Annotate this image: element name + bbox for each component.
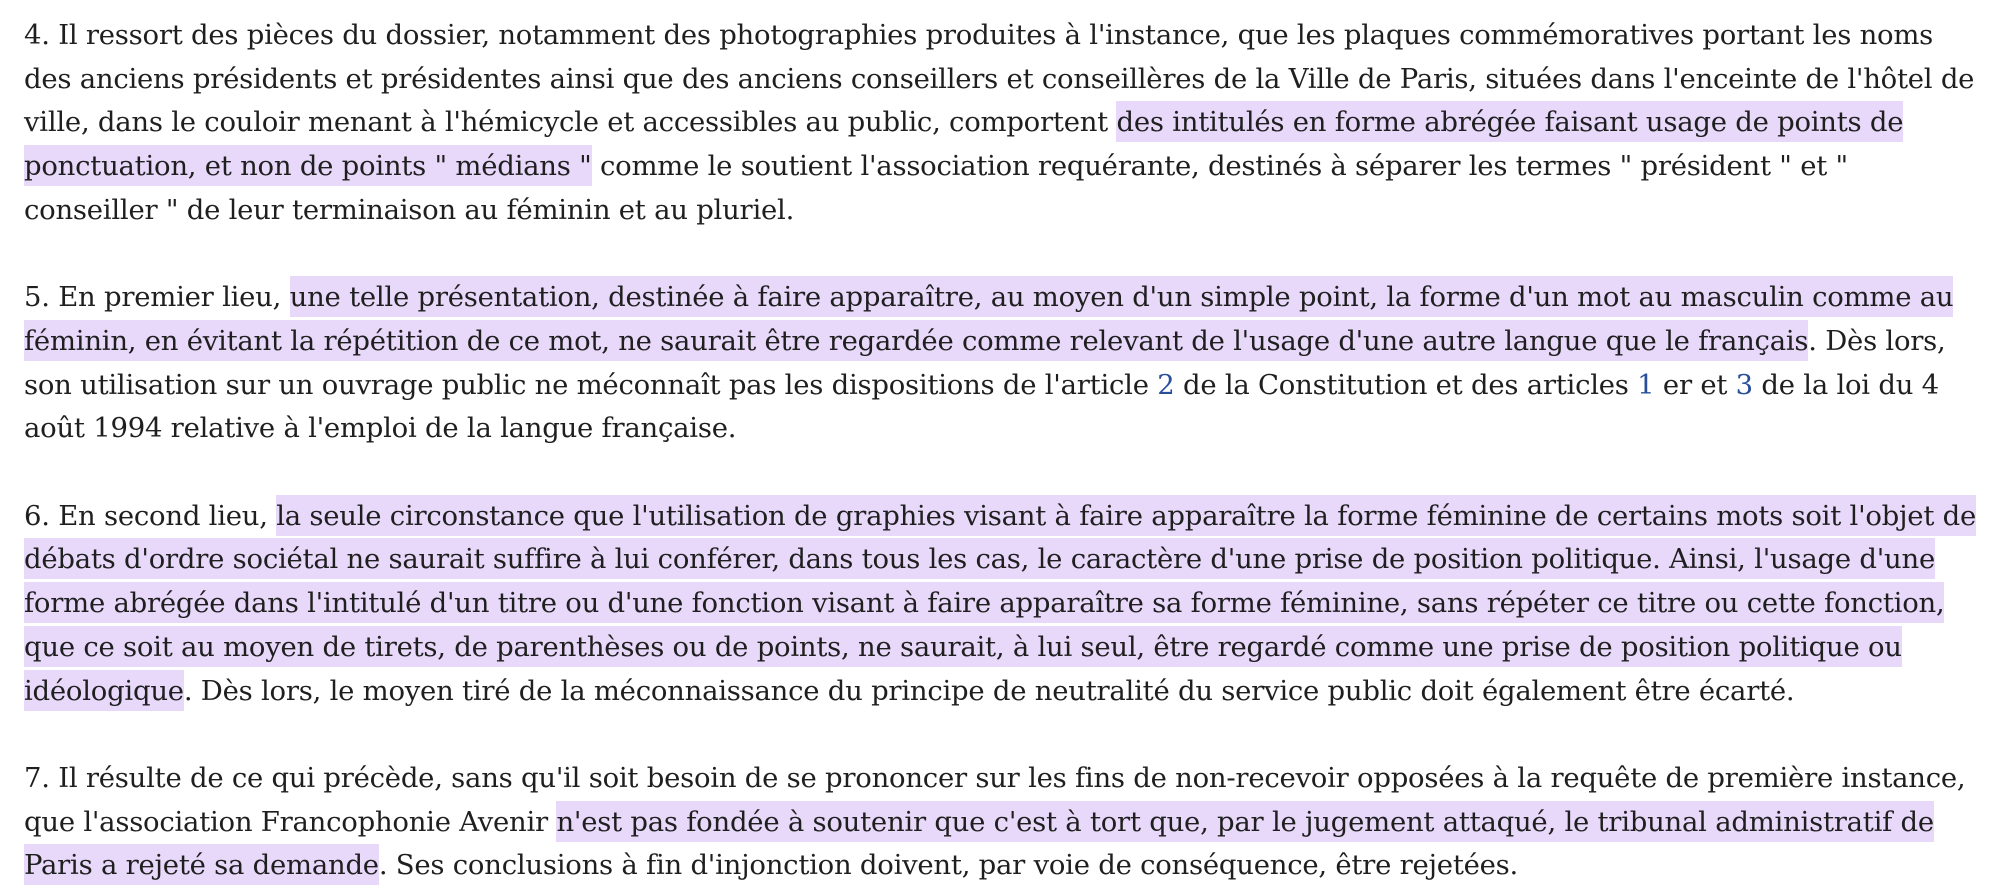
paragraph-4 (24, 14, 1976, 233)
paragraph-5-text-end: de la loi du 4 août 1994 relative à l'emploi de la langue française. (24, 368, 1939, 445)
paragraph-7 (24, 757, 1976, 888)
paragraph-4-text-start: 4. Il ressort des pièces du dossier, notamment des photographies produites à l'instance, que les plaques commémoratives portant les noms des anciens présidents et présidentes ainsi que des anciens conseillers et conseillères de la Ville de Paris, situées dans l'enceinte de l'hôtel de ville, dans le couloir menant à l'hémicycle et accessibles au public, comportent (24, 19, 1975, 139)
paragraph-5 (24, 276, 1976, 451)
paragraph-4-text-end: comme le soutient l'association requérante, destinés à séparer les termes " président " et " conseiller " de leur terminaison au féminin et au pluriel. (24, 150, 1848, 226)
constitution-article-2-link[interactable]: 2 (1157, 368, 1175, 401)
paragraph-6-text-start: 6. En second lieu, (24, 499, 277, 532)
paragraph-5-text-mid3: er et (1654, 368, 1736, 401)
paragraph-6 (24, 495, 1976, 714)
paragraph-7-text-end: . Ses conclusions à fin d'injonction doivent, par voie de conséquence, être rejetées. (378, 849, 1519, 882)
paragraph-6-text-end: . Dès lors, le moyen tiré de la méconnaissance du principe de neutralité du service public doit également être écarté. (183, 674, 1795, 707)
paragraph-5-text-mid: . Dès lors, son utilisation sur un ouvrage public ne méconnaît pas les dispositions de l'article (24, 324, 1946, 401)
paragraph-5-text-mid2: de la Constitution et des articles (1174, 368, 1638, 401)
paragraph-6-highlight: la seule circonstance que l'utilisation de graphies visant à faire apparaître la forme féminine de certains mots soit l'objet de débats d'ordre sociétal ne saurait suffire à lui conférer, dans tous les cas, le caractère d'une prise de position politique. Ainsi, l'usage d'une forme abrégée dans l'intitulé d'un titre ou d'une fonction visant à faire apparaître sa forme féminine, sans répéter ce titre ou cette fonction, que ce soit au moyen de tirets, de parenthèses ou de points, ne saurait, à lui seul, être regardé comme une prise de position politique ou idéologique (24, 495, 1976, 711)
law-article-1-link[interactable]: 1 (1637, 368, 1655, 401)
paragraph-5-highlight: une telle présentation, destinée à faire apparaître, au moyen d'un simple point, la forme d'un mot au masculin comme au féminin, en évitant la répétition de ce mot, ne saurait être regardée comme relevant de l'usage d'une autre langue que le français (24, 276, 1953, 361)
paragraph-7-highlight: n'est pas fondée à soutenir que c'est à tort que, par le jugement attaqué, le tribunal administratif de Paris a rejeté sa demande (24, 801, 1934, 886)
law-article-3-link[interactable]: 3 (1735, 368, 1753, 401)
paragraph-5-text-start: 5. En premier lieu, (24, 281, 290, 314)
paragraph-7-text-start: 7. Il résulte de ce qui précède, sans qu'il soit besoin de se prononcer sur les fins de non-recevoir opposées à la requête de première instance, que l'association Francophonie Avenir (24, 761, 1966, 838)
paragraph-4-highlight: des intitulés en forme abrégée faisant usage de points de ponctuation, et non de points " médians " (24, 101, 1903, 186)
